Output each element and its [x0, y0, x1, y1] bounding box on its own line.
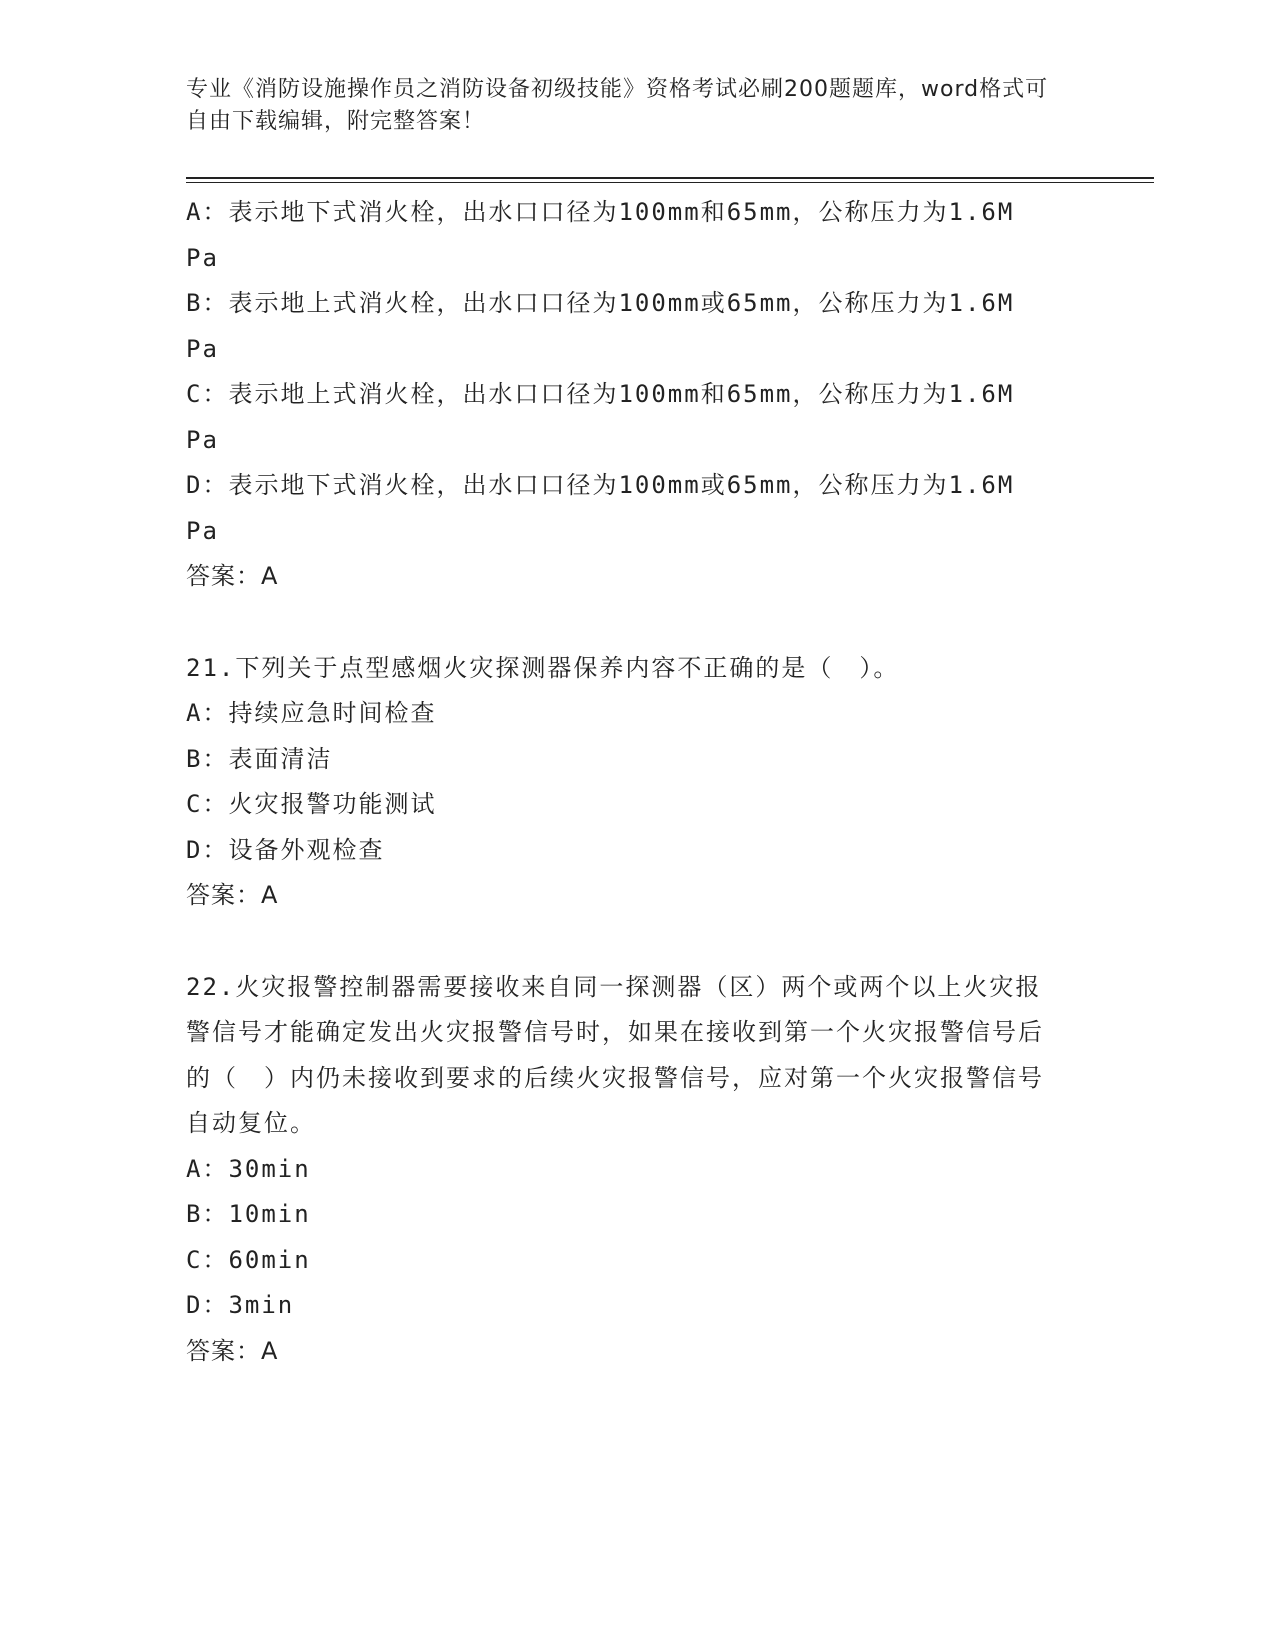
q21-option-c	[186, 782, 1066, 828]
q20-option-c	[186, 372, 1016, 463]
option-label: C：	[186, 380, 229, 408]
option-text: 3min	[228, 1291, 295, 1319]
option-label: D：	[186, 835, 229, 864]
option-label: A：	[186, 1154, 229, 1183]
option-label: B：	[186, 1200, 229, 1228]
q22-option-b	[186, 1192, 1066, 1238]
q22-option-d	[186, 1283, 1066, 1329]
option-text: 表面清洁	[228, 744, 333, 773]
option-label: C：	[186, 1245, 229, 1274]
question-content	[186, 190, 1066, 1374]
option-text: 表示地上式消火栓，出水口口径为100mm和65mm，公称压力为1.6MPa	[186, 380, 1015, 454]
q20-option-d	[186, 463, 1016, 554]
q21-option-b	[186, 737, 1066, 783]
option-text: 30min	[228, 1154, 311, 1183]
option-text: 表示地下式消火栓，出水口口径为100mm或65mm，公称压力为1.6MPa	[186, 471, 1015, 545]
option-label: C：	[186, 790, 229, 818]
option-label: B：	[186, 744, 229, 773]
spacer	[186, 919, 1066, 965]
spacer	[186, 600, 1066, 646]
q20-option-b	[186, 281, 1016, 372]
q20-answer: 答案：A	[186, 562, 279, 590]
option-text: 持续应急时间检查	[228, 699, 437, 727]
q22-stem: 22.火灾报警控制器需要接收来自同一探测器（区）两个或两个以上火灾报警信号才能确定发出火灾报警信号时，如果在接收到第一个火灾报警信号后的（ ）内仍未接收到要求的后续火灾报警信号，应对第一个火灾报警信号自动复位。	[186, 972, 1044, 1137]
option-label: A：	[186, 699, 229, 727]
header-divider-thin	[186, 182, 1154, 183]
q22-option-c	[186, 1238, 1066, 1284]
option-text: 10min	[228, 1200, 311, 1228]
option-label: D：	[186, 471, 229, 499]
option-label: A：	[186, 198, 229, 226]
option-label: B：	[186, 289, 229, 317]
option-text: 60min	[228, 1245, 311, 1274]
option-text: 设备外观检查	[228, 835, 385, 864]
option-text: 表示地上式消火栓，出水口口径为100mm或65mm，公称压力为1.6MPa	[186, 289, 1015, 363]
q22-answer: 答案：A	[186, 1336, 279, 1365]
q22-option-a	[186, 1147, 1066, 1193]
option-text: 火灾报警功能测试	[228, 790, 437, 818]
q21-stem: 21.下列关于点型感烟火灾探测器保养内容不正确的是（ ）。	[186, 653, 900, 682]
option-label: D：	[186, 1291, 229, 1319]
q20-option-a	[186, 190, 1016, 281]
q21-answer: 答案：A	[186, 881, 279, 909]
q21-option-d	[186, 828, 1066, 874]
option-text: 表示地下式消火栓，出水口口径为100mm和65mm，公称压力为1.6MPa	[186, 198, 1015, 272]
header-divider-thick	[186, 177, 1154, 179]
document-header: 专业《消防设施操作员之消防设备初级技能》资格考试必刷200题题库，word格式可自由下载编辑，附完整答案！	[186, 77, 1049, 134]
q21-option-a	[186, 691, 1066, 737]
